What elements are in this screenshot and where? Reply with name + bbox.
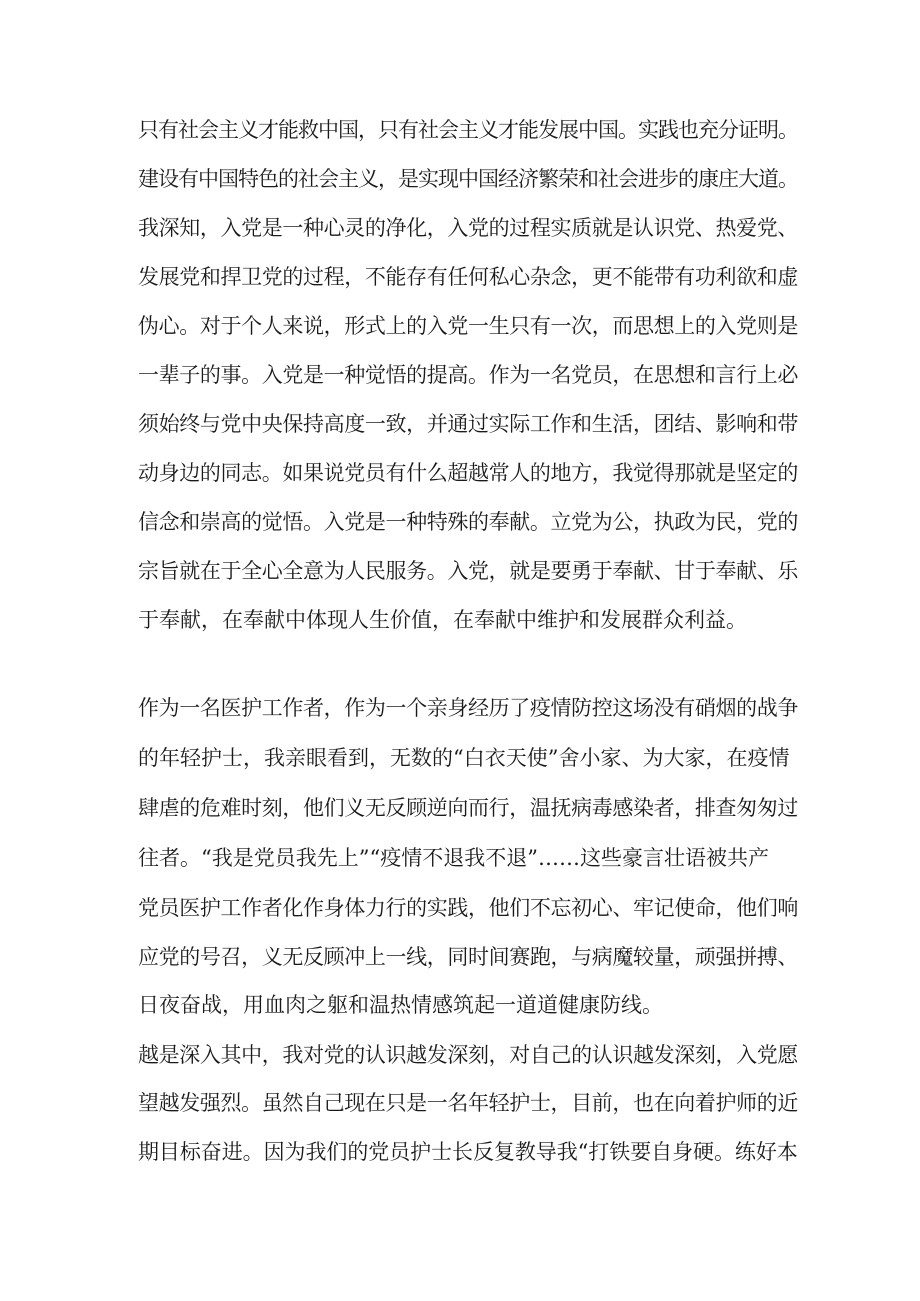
text-line: 只有社会主义才能救中国，只有社会主义才能发展中国。实践也充分证明。	[138, 118, 798, 142]
text-line: 党员医护工作者化作身体力行的实践，他们不忘初心、牢记使命，他们响	[138, 896, 798, 920]
text-line: 应党的号召，义无反顾冲上一线，同时间赛跑，与病魔较量，顽强拼搏、	[138, 945, 798, 969]
text-line: 于奉献，在奉献中体现人生价值，在奉献中维护和发展群众利益。	[138, 608, 747, 632]
text-line: 望越发强烈。虽然自己现在只是一名年轻护士，目前，也在向着护师的近	[138, 1091, 798, 1115]
text-line: 往者。“我是党员我先上”“疫情不退我不退”……这些豪言壮语被共产	[138, 846, 769, 870]
text-line: 信念和崇高的觉悟。入党是一种特殊的奉献。立党为公，执政为民，党的	[138, 510, 798, 534]
text-line: 越是深入其中，我对党的认识越发深刻，对自己的认识越发深刻，入党愿	[138, 1043, 798, 1067]
text-line: 一辈子的事。入党是一种觉悟的提高。作为一名党员，在思想和言行上必	[138, 363, 798, 387]
text-line: 肆虐的危难时刻，他们义无反顾逆向而行，温抚病毒感染者，排查匆匆过	[138, 796, 798, 820]
text-line: 动身边的同志。如果说党员有什么超越常人的地方，我觉得那就是坚定的	[138, 461, 798, 485]
text-line: 宗旨就在于全心全意为人民服务。入党，就是要勇于奉献、甘于奉献、乐	[138, 559, 798, 583]
text-line: 期目标奋进。因为我们的党员护士长反复教导我“打铁要自身硬。练好本	[138, 1140, 798, 1164]
text-line: 作为一名医护工作者，作为一个亲身经历了疫情防控这场没有硝烟的战争	[138, 696, 798, 720]
text-line: 建设有中国特色的社会主义，是实现中国经济繁荣和社会进步的康庄大道。	[138, 167, 798, 191]
text-line: 的年轻护士，我亲眼看到，无数的“白衣天使”舍小家、为大家，在疫情	[138, 746, 790, 770]
text-line: 伪心。对于个人来说，形式上的入党一生只有一次，而思想上的入党则是	[138, 314, 798, 338]
text-line: 须始终与党中央保持高度一致，并通过实际工作和生活，团结、影响和带	[138, 412, 798, 436]
text-line: 日夜奋战，用血肉之躯和温热情感筑起一道道健康防线。	[138, 993, 663, 1017]
text-line: 我深知，入党是一种心灵的净化，入党的过程实质就是认识党、热爱党、	[138, 216, 798, 240]
text-line: 发展党和捍卫党的过程，不能存有任何私心杂念，更不能带有功利欲和虚	[138, 265, 798, 289]
